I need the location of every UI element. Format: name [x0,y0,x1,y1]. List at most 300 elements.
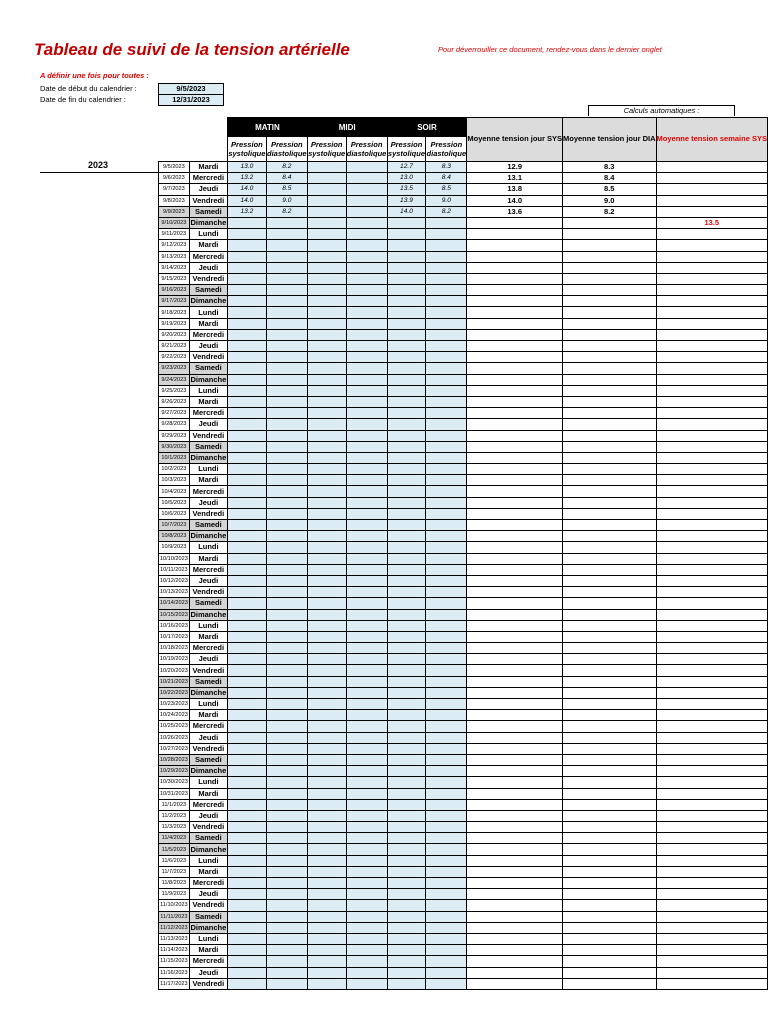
systolic-input[interactable] [387,665,426,676]
systolic-input[interactable]: 14.0 [228,184,267,195]
diastolic-input[interactable] [426,475,467,486]
diastolic-input[interactable] [426,396,467,407]
diastolic-input[interactable] [426,575,467,586]
diastolic-input[interactable] [266,508,307,519]
systolic-input[interactable] [228,531,267,542]
diastolic-input[interactable] [346,665,387,676]
diastolic-input[interactable] [346,844,387,855]
systolic-input[interactable] [387,833,426,844]
diastolic-input[interactable] [426,878,467,889]
diastolic-input[interactable] [266,385,307,396]
diastolic-input[interactable] [266,217,307,228]
systolic-input[interactable] [307,251,346,262]
systolic-input[interactable] [307,229,346,240]
systolic-input[interactable] [387,810,426,821]
diastolic-input[interactable] [266,575,307,586]
diastolic-input[interactable] [346,173,387,184]
systolic-input[interactable] [307,967,346,978]
diastolic-input[interactable] [346,486,387,497]
diastolic-input[interactable] [426,564,467,575]
systolic-input[interactable] [307,341,346,352]
systolic-input[interactable] [307,587,346,598]
systolic-input[interactable] [307,766,346,777]
diastolic-input[interactable] [426,866,467,877]
diastolic-input[interactable] [426,654,467,665]
diastolic-input[interactable] [426,967,467,978]
systolic-input[interactable] [307,866,346,877]
systolic-input[interactable] [387,497,426,508]
diastolic-input[interactable] [426,497,467,508]
diastolic-input[interactable] [266,754,307,765]
diastolic-input[interactable] [346,542,387,553]
systolic-input[interactable] [228,318,267,329]
systolic-input[interactable] [387,542,426,553]
diastolic-input[interactable] [346,217,387,228]
systolic-input[interactable] [228,822,267,833]
systolic-input[interactable] [387,788,426,799]
systolic-input[interactable] [307,564,346,575]
diastolic-input[interactable] [266,933,307,944]
diastolic-input[interactable] [426,889,467,900]
diastolic-input[interactable] [426,754,467,765]
systolic-input[interactable] [307,396,346,407]
diastolic-input[interactable] [426,464,467,475]
systolic-input[interactable] [387,575,426,586]
systolic-input[interactable] [387,318,426,329]
diastolic-input[interactable] [346,777,387,788]
diastolic-input[interactable] [266,866,307,877]
systolic-input[interactable] [387,374,426,385]
systolic-input[interactable] [228,464,267,475]
diastolic-input[interactable] [426,430,467,441]
systolic-input[interactable] [307,654,346,665]
systolic-input[interactable] [387,441,426,452]
diastolic-input[interactable] [346,732,387,743]
systolic-input[interactable] [307,878,346,889]
systolic-input[interactable] [228,363,267,374]
systolic-input[interactable] [307,799,346,810]
systolic-input[interactable] [228,240,267,251]
diastolic-input[interactable] [266,721,307,732]
diastolic-input[interactable] [346,956,387,967]
systolic-input[interactable] [228,296,267,307]
diastolic-input[interactable] [426,844,467,855]
systolic-input[interactable] [387,598,426,609]
systolic-input[interactable] [307,978,346,989]
systolic-input[interactable] [228,542,267,553]
diastolic-input[interactable] [346,419,387,430]
systolic-input[interactable] [387,273,426,284]
systolic-input[interactable] [228,341,267,352]
systolic-input[interactable] [387,262,426,273]
systolic-input[interactable] [387,363,426,374]
systolic-input[interactable] [228,967,267,978]
diastolic-input[interactable] [346,643,387,654]
systolic-input[interactable] [307,385,346,396]
systolic-input[interactable] [307,911,346,922]
diastolic-input[interactable] [346,687,387,698]
start-date-field[interactable]: 9/5/2023 [158,83,224,95]
systolic-input[interactable] [228,486,267,497]
systolic-input[interactable] [387,900,426,911]
diastolic-input[interactable] [426,978,467,989]
systolic-input[interactable] [307,206,346,217]
diastolic-input[interactable] [426,643,467,654]
systolic-input[interactable] [307,743,346,754]
diastolic-input[interactable] [266,967,307,978]
systolic-input[interactable] [228,810,267,821]
diastolic-input[interactable] [266,766,307,777]
systolic-input[interactable] [307,542,346,553]
systolic-input[interactable] [228,620,267,631]
systolic-input[interactable] [387,687,426,698]
diastolic-input[interactable] [346,721,387,732]
diastolic-input[interactable] [266,363,307,374]
systolic-input[interactable] [307,374,346,385]
diastolic-input[interactable] [266,542,307,553]
diastolic-input[interactable] [266,273,307,284]
systolic-input[interactable] [228,307,267,318]
systolic-input[interactable] [307,676,346,687]
diastolic-input[interactable]: 8.5 [426,184,467,195]
systolic-input[interactable] [307,687,346,698]
diastolic-input[interactable] [266,374,307,385]
systolic-input[interactable] [307,184,346,195]
diastolic-input[interactable] [266,318,307,329]
systolic-input[interactable] [387,743,426,754]
systolic-input[interactable] [387,486,426,497]
diastolic-input[interactable] [426,699,467,710]
diastolic-input[interactable] [426,956,467,967]
diastolic-input[interactable] [426,665,467,676]
systolic-input[interactable] [387,508,426,519]
diastolic-input[interactable] [266,810,307,821]
diastolic-input[interactable] [266,587,307,598]
diastolic-input[interactable]: 9.0 [426,195,467,206]
systolic-input[interactable] [228,520,267,531]
systolic-input[interactable]: 13.5 [387,184,426,195]
systolic-input[interactable] [307,307,346,318]
systolic-input[interactable] [228,710,267,721]
diastolic-input[interactable] [426,609,467,620]
diastolic-input[interactable] [426,240,467,251]
systolic-input[interactable] [228,911,267,922]
systolic-input[interactable] [228,788,267,799]
diastolic-input[interactable] [266,251,307,262]
diastolic-input[interactable] [346,799,387,810]
diastolic-input[interactable] [346,520,387,531]
systolic-input[interactable] [387,699,426,710]
systolic-input[interactable] [387,553,426,564]
systolic-input[interactable] [307,721,346,732]
diastolic-input[interactable] [266,643,307,654]
systolic-input[interactable] [307,195,346,206]
diastolic-input[interactable] [346,441,387,452]
diastolic-input[interactable] [346,251,387,262]
systolic-input[interactable] [228,687,267,698]
systolic-input[interactable] [387,922,426,933]
diastolic-input[interactable] [426,822,467,833]
systolic-input[interactable]: 13.2 [228,173,267,184]
diastolic-input[interactable] [266,665,307,676]
systolic-input[interactable] [228,564,267,575]
diastolic-input[interactable] [266,911,307,922]
diastolic-input[interactable] [346,363,387,374]
diastolic-input[interactable] [426,363,467,374]
diastolic-input[interactable] [426,385,467,396]
diastolic-input[interactable] [266,822,307,833]
diastolic-input[interactable] [266,497,307,508]
systolic-input[interactable]: 13.0 [387,173,426,184]
systolic-input[interactable] [387,329,426,340]
systolic-input[interactable] [307,497,346,508]
diastolic-input[interactable] [346,889,387,900]
diastolic-input[interactable] [266,486,307,497]
diastolic-input[interactable] [346,743,387,754]
systolic-input[interactable] [307,408,346,419]
diastolic-input[interactable] [426,508,467,519]
systolic-input[interactable]: 12.7 [387,162,426,173]
systolic-input[interactable] [387,822,426,833]
diastolic-input[interactable] [426,542,467,553]
diastolic-input[interactable] [346,385,387,396]
systolic-input[interactable] [307,162,346,173]
diastolic-input[interactable] [346,810,387,821]
diastolic-input[interactable] [346,911,387,922]
diastolic-input[interactable] [346,307,387,318]
systolic-input[interactable] [307,531,346,542]
systolic-input[interactable]: 13.0 [228,162,267,173]
systolic-input[interactable] [387,643,426,654]
diastolic-input[interactable] [346,631,387,642]
systolic-input[interactable] [387,933,426,944]
systolic-input[interactable] [307,508,346,519]
diastolic-input[interactable] [346,318,387,329]
diastolic-input[interactable] [426,721,467,732]
diastolic-input[interactable] [346,978,387,989]
systolic-input[interactable] [387,799,426,810]
diastolic-input[interactable] [346,329,387,340]
diastolic-input[interactable] [426,229,467,240]
diastolic-input[interactable] [266,620,307,631]
diastolic-input[interactable] [266,687,307,698]
systolic-input[interactable] [307,844,346,855]
systolic-input[interactable] [228,978,267,989]
diastolic-input[interactable] [346,766,387,777]
end-date-field[interactable]: 12/31/2023 [158,94,224,106]
systolic-input[interactable] [228,754,267,765]
systolic-input[interactable] [387,609,426,620]
systolic-input[interactable] [307,631,346,642]
systolic-input[interactable] [307,441,346,452]
diastolic-input[interactable] [266,285,307,296]
systolic-input[interactable] [307,933,346,944]
diastolic-input[interactable] [426,710,467,721]
systolic-input[interactable] [387,878,426,889]
diastolic-input[interactable] [426,296,467,307]
systolic-input[interactable] [228,575,267,586]
diastolic-input[interactable] [266,900,307,911]
diastolic-input[interactable] [426,553,467,564]
systolic-input[interactable] [387,844,426,855]
systolic-input[interactable] [387,352,426,363]
systolic-input[interactable] [228,855,267,866]
diastolic-input[interactable] [346,229,387,240]
systolic-input[interactable] [228,945,267,956]
diastolic-input[interactable] [426,318,467,329]
systolic-input[interactable] [307,285,346,296]
systolic-input[interactable] [228,329,267,340]
systolic-input[interactable] [228,866,267,877]
systolic-input[interactable] [307,452,346,463]
systolic-input[interactable] [307,486,346,497]
systolic-input[interactable] [387,587,426,598]
diastolic-input[interactable] [346,788,387,799]
diastolic-input[interactable] [266,452,307,463]
diastolic-input[interactable] [346,609,387,620]
systolic-input[interactable] [307,822,346,833]
diastolic-input[interactable] [266,307,307,318]
diastolic-input[interactable] [346,598,387,609]
diastolic-input[interactable] [346,967,387,978]
diastolic-input[interactable] [346,933,387,944]
diastolic-input[interactable] [426,933,467,944]
diastolic-input[interactable] [266,464,307,475]
systolic-input[interactable] [387,408,426,419]
systolic-input[interactable] [387,978,426,989]
systolic-input[interactable] [387,341,426,352]
diastolic-input[interactable] [346,195,387,206]
systolic-input[interactable]: 13.2 [228,206,267,217]
systolic-input[interactable] [228,699,267,710]
diastolic-input[interactable] [426,777,467,788]
systolic-input[interactable] [228,273,267,284]
diastolic-input[interactable] [266,229,307,240]
systolic-input[interactable] [387,855,426,866]
systolic-input[interactable] [307,240,346,251]
diastolic-input[interactable] [266,553,307,564]
systolic-input[interactable] [228,385,267,396]
diastolic-input[interactable] [266,352,307,363]
systolic-input[interactable] [387,251,426,262]
systolic-input[interactable] [307,273,346,284]
systolic-input[interactable] [387,531,426,542]
systolic-input[interactable] [307,464,346,475]
systolic-input[interactable] [307,889,346,900]
systolic-input[interactable] [307,173,346,184]
diastolic-input[interactable] [346,699,387,710]
systolic-input[interactable] [228,766,267,777]
systolic-input[interactable] [228,408,267,419]
diastolic-input[interactable] [346,408,387,419]
diastolic-input[interactable] [266,699,307,710]
diastolic-input[interactable] [266,710,307,721]
systolic-input[interactable] [307,419,346,430]
diastolic-input[interactable] [266,978,307,989]
diastolic-input[interactable] [426,799,467,810]
diastolic-input[interactable]: 9.0 [266,195,307,206]
diastolic-input[interactable] [426,262,467,273]
diastolic-input[interactable] [266,654,307,665]
diastolic-input[interactable] [266,396,307,407]
systolic-input[interactable] [228,743,267,754]
systolic-input[interactable] [228,654,267,665]
systolic-input[interactable] [228,475,267,486]
diastolic-input[interactable] [426,687,467,698]
systolic-input[interactable] [228,799,267,810]
diastolic-input[interactable] [426,307,467,318]
diastolic-input[interactable] [426,945,467,956]
systolic-input[interactable] [387,754,426,765]
diastolic-input[interactable] [426,217,467,228]
systolic-input[interactable] [228,587,267,598]
diastolic-input[interactable] [426,788,467,799]
diastolic-input[interactable] [426,441,467,452]
systolic-input[interactable] [228,452,267,463]
systolic-input[interactable] [228,721,267,732]
diastolic-input[interactable] [346,162,387,173]
diastolic-input[interactable] [426,419,467,430]
systolic-input[interactable] [228,598,267,609]
systolic-input[interactable] [307,833,346,844]
diastolic-input[interactable] [426,486,467,497]
diastolic-input[interactable]: 8.3 [426,162,467,173]
diastolic-input[interactable] [346,508,387,519]
diastolic-input[interactable]: 8.2 [426,206,467,217]
diastolic-input[interactable] [426,833,467,844]
diastolic-input[interactable] [426,855,467,866]
systolic-input[interactable] [307,922,346,933]
systolic-input[interactable] [228,676,267,687]
systolic-input[interactable] [387,654,426,665]
systolic-input[interactable] [307,217,346,228]
systolic-input[interactable] [387,620,426,631]
diastolic-input[interactable] [426,676,467,687]
diastolic-input[interactable] [426,374,467,385]
diastolic-input[interactable] [426,352,467,363]
diastolic-input[interactable] [266,240,307,251]
diastolic-input[interactable] [346,900,387,911]
diastolic-input[interactable] [346,676,387,687]
systolic-input[interactable] [228,251,267,262]
diastolic-input[interactable] [426,587,467,598]
systolic-input[interactable] [228,665,267,676]
diastolic-input[interactable] [266,855,307,866]
diastolic-input[interactable] [426,732,467,743]
systolic-input[interactable] [387,967,426,978]
systolic-input[interactable] [387,766,426,777]
diastolic-input[interactable] [346,878,387,889]
systolic-input[interactable] [387,911,426,922]
diastolic-input[interactable] [346,497,387,508]
diastolic-input[interactable] [346,620,387,631]
diastolic-input[interactable] [346,654,387,665]
diastolic-input[interactable] [346,922,387,933]
diastolic-input[interactable] [266,922,307,933]
diastolic-input[interactable] [266,609,307,620]
systolic-input[interactable] [228,844,267,855]
diastolic-input[interactable] [266,408,307,419]
diastolic-input[interactable] [346,575,387,586]
diastolic-input[interactable] [266,296,307,307]
systolic-input[interactable] [387,866,426,877]
diastolic-input[interactable] [266,631,307,642]
diastolic-input[interactable] [346,553,387,564]
diastolic-input[interactable] [346,240,387,251]
systolic-input[interactable] [228,508,267,519]
diastolic-input[interactable] [346,531,387,542]
diastolic-input[interactable] [266,799,307,810]
